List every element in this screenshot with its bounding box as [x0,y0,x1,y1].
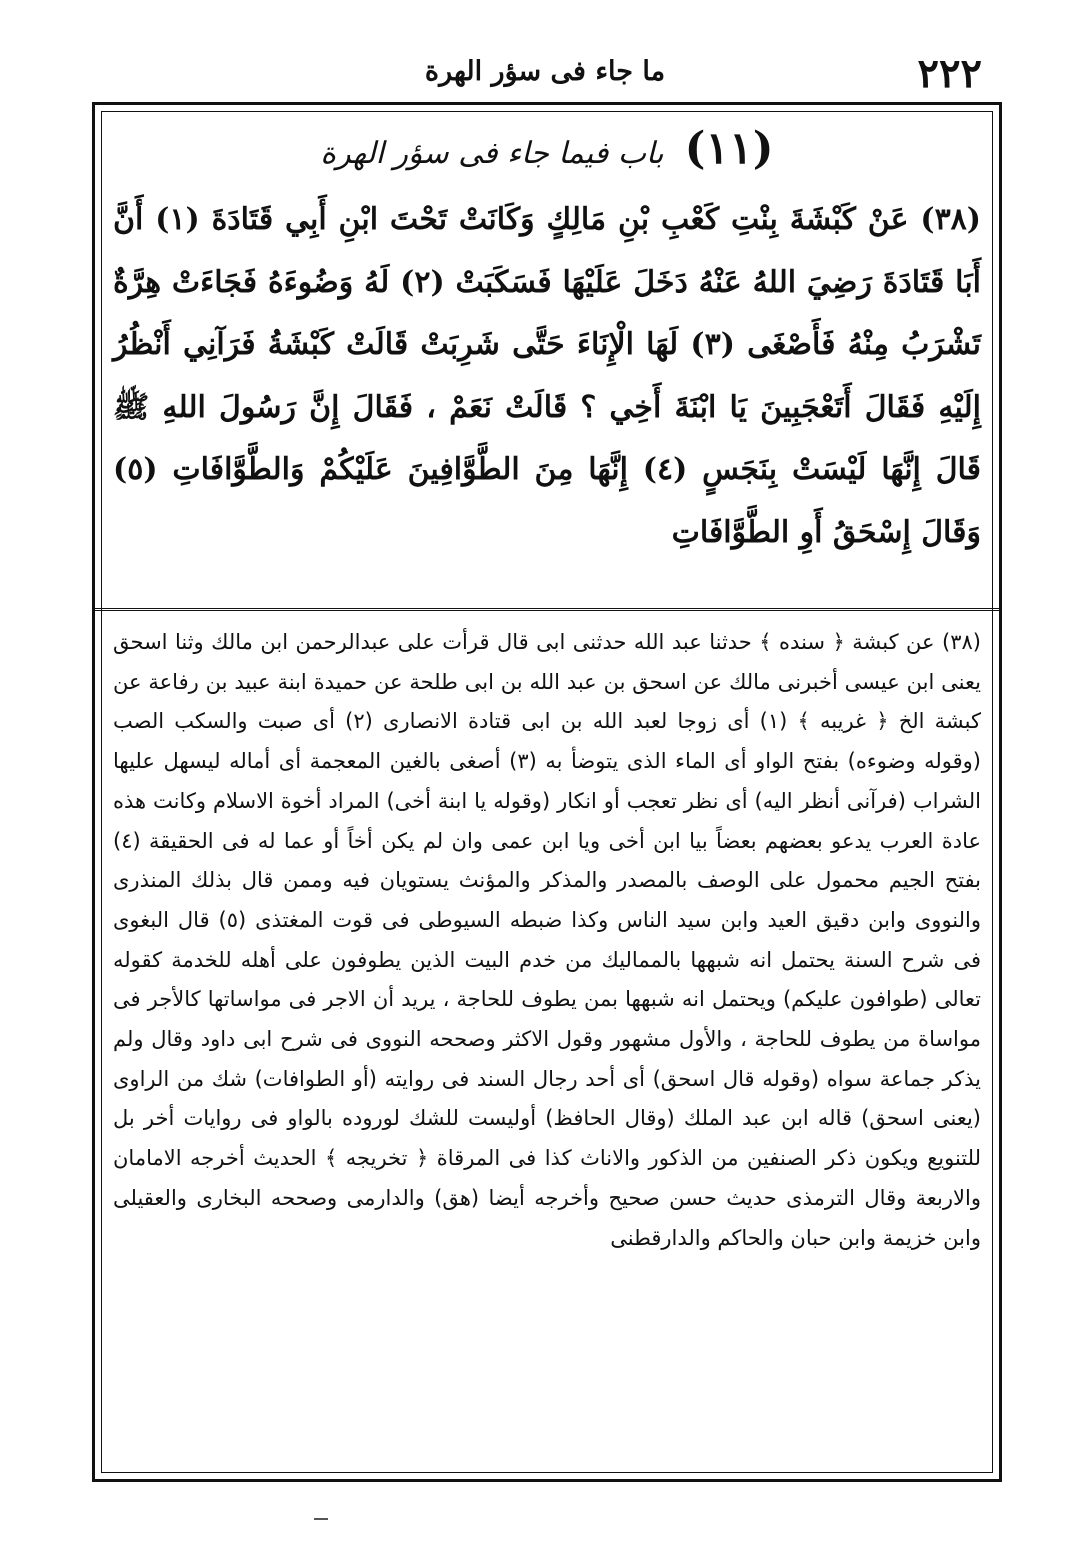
commentary-text: (٣٨) عن كبشة ﴿ سنده ﴾ حدثنا عبد الله حدثنى ابى قال قرأت على عبدالرحمن ابن مالك وثنا اسحق يعنى ابن عيسى أخبرنى مالك عن اسحق بن عبد الله بن ابى طلحة عن حميدة ابنة عبيد بن رفاعة عن كبشة الخ ﴿ غريبه ﴾ (١) أى زوجا لعبد الله بن ابى قتادة الانصارى (٢) أى صبت والسكب الصب (وقوله وضوءه) بفتح الواو أى الماء الذى يتوضأ به (٣) أصغى بالغين المعجمة أى أماله ليسهل عليها الشراب (فرآنى أنظر اليه) أى نظر تعجب أو انكار (وقوله يا ابنة أخى) المراد أخوة الاسلام وكانت هذه عادة العرب يدعو بعضهم بعضاً بيا ابن أخى ويا ابن عمى وان لم يكن أخاً أو عما له فى الحقيقة (٤) بفتح الجيم محمول على الوصف بالمصدر والمذكر والمؤنث يستويان فيه وممن قال بذلك المنذرى والنووى وابن دقيق العيد وابن سيد الناس وكذا ضبطه السيوطى فى قوت المغتذى (٥) قال البغوى فى شرح السنة يحتمل انه شبهها بالمماليك من خدم البيت الذين يطوفون على أهله للخدمة كقوله تعالى (طوافون عليكم) ويحتمل انه شبهها بمن يطوف للحاجة ، يريد أن الاجر فى مواساتها كالأجر فى مواساة من يطوف للحاجة ، والأول مشهور وقول الاكثر وصححه النووى فى شرح ابى داود وقال ولم يذكر جماعة سواه (وقوله قال اسحق) أى أحد رجال السند فى روايته (أو الطوافات) شك من الراوى (يعنى اسحق) قاله ابن عبد الملك (وقال الحافظ) أوليست للشك لوروده بالواو فى روايات أخر بل للتنويع ويكون ذكر الصنفين من الذكور والاناث كذا فى المرقاة ﴿ تخريجه ﴾ الحديث أخرجه الامامان والاربعة وقال الترمذى حديث حسن صحيح وأخرجه أيضا (هق) والدارمى وصححه البخارى والعقيلى وابن خزيمة وابن حبان والحاكم والدارقطنى [113,630,982,1250]
section-divider [95,608,999,615]
hadith-text: (٣٨) عَنْ كَبْشَةَ بِنْتِ كَعْبِ بْنِ مَالِكٍ وَكَانَتْ تَحْتَ ابْنِ أَبِي قَتَادَةَ (١) أَنَّ أَبَا قَتَادَةَ رَضِيَ اللهُ عَنْهُ دَخَلَ عَلَيْهَا فَسَكَبَتْ (٢) لَهُ وَضُوءَهُ فَجَاءَتْ هِرَّةٌ تَشْرَبُ مِنْهُ فَأَصْغَى (٣) لَهَا الْإِنَاءَ حَتَّى شَرِبَتْ قَالَتْ كَبْشَةُ فَرَآنِي أَنْظُرُ إِلَيْهِ فَقَالَ أَتَعْجَبِينَ يَا ابْنَةَ أَخِي ؟ قَالَتْ نَعَمْ ، فَقَالَ إِنَّ رَسُولَ اللهِ ﷺ قَالَ إِنَّهَا لَيْسَتْ بِنَجَسٍ (٤) إِنَّهَا مِنَ الطَّوَّافِينَ عَلَيْكُمْ وَالطَّوَّافَاتِ (٥) وَقَالَ إِسْحَقُ أَوِ الطَّوَّافَاتِ [113,202,982,550]
page-header [90,52,1000,102]
page-number: ٢٢٢ [917,50,982,97]
text-frame [92,102,1002,1482]
footer-mark [314,1518,328,1520]
running-title: ما جاء فى سؤر الهرة [424,56,666,87]
chapter-title: باب فيما جاء فى سؤر الهرة [320,136,664,171]
chapter-number: (١١) [684,123,774,174]
chapter-heading [95,123,999,174]
